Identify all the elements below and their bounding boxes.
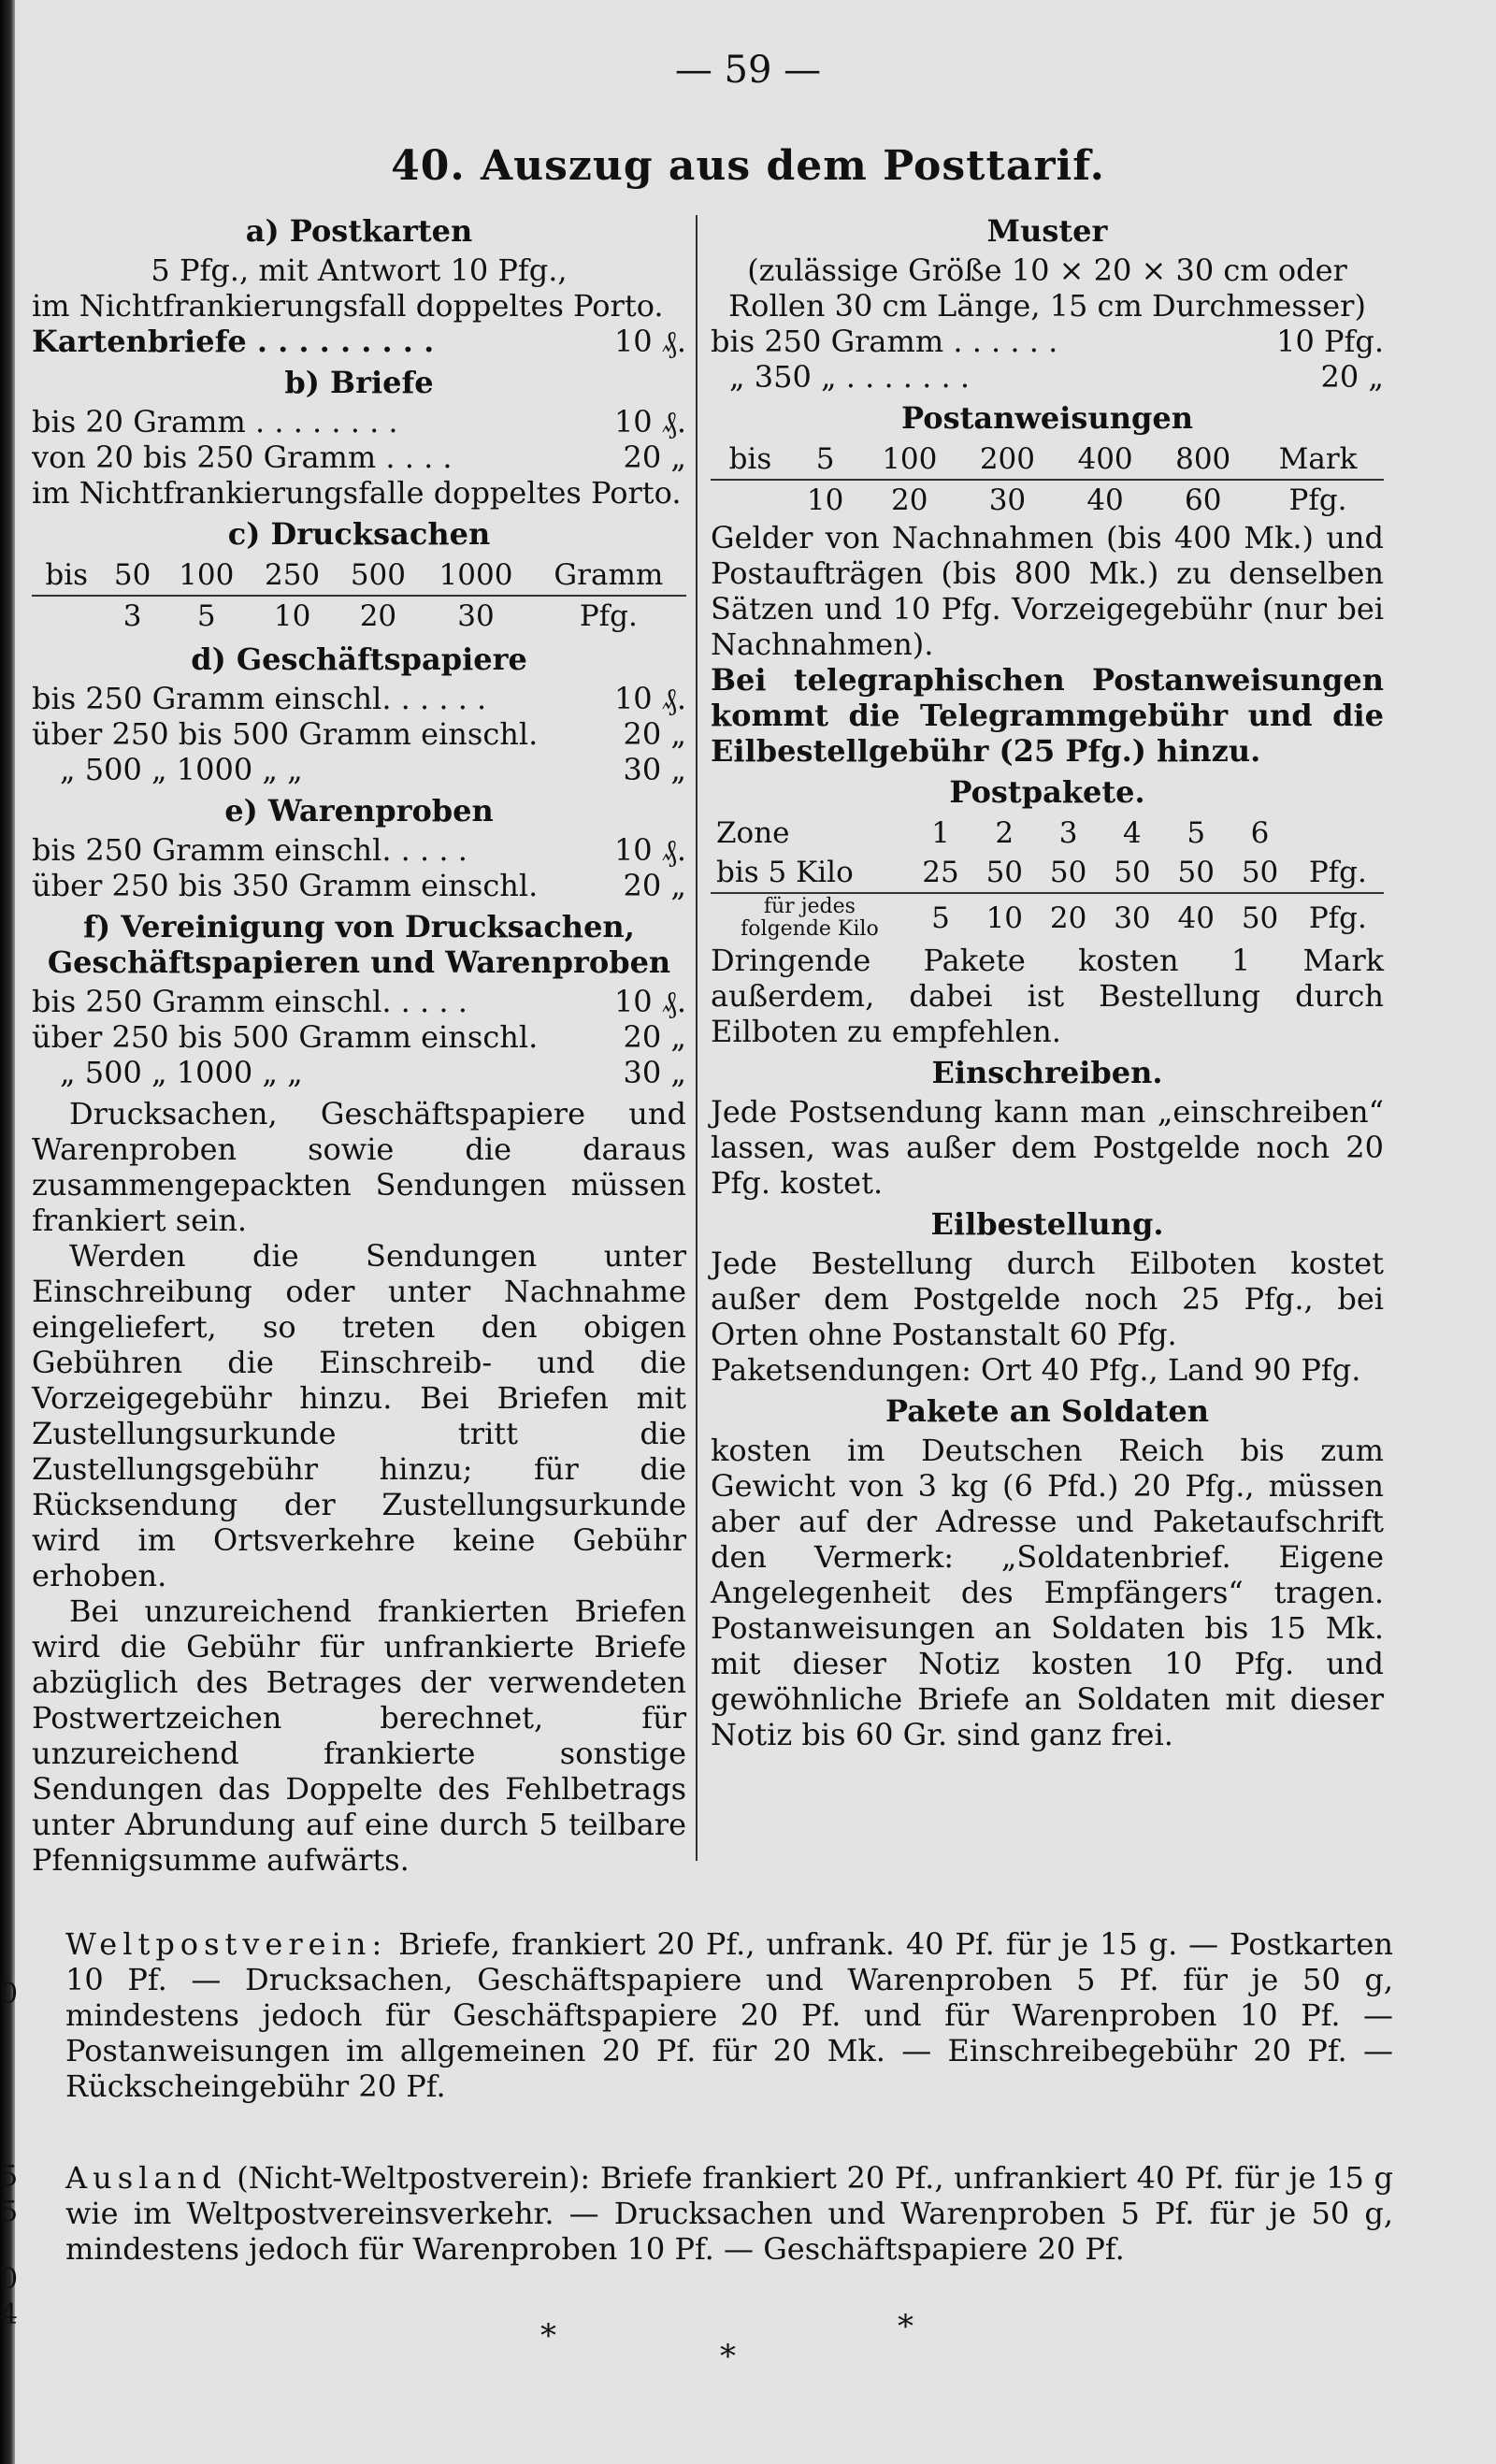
row-value: 20 „	[623, 1019, 686, 1055]
weltpostverein-label: Weltpostverein:	[65, 1926, 388, 1962]
table-cell: Gramm	[531, 555, 686, 596]
warenproben-row	[32, 832, 686, 868]
eilbestellung-text: Jede Bestellung durch Eilboten kostet außer dem Postgelde noch 25 Pfg., bei Orten ohne Postanstalt 60 Pfg.	[711, 1246, 1384, 1352]
margin-digit: 5	[0, 2160, 19, 2193]
table-cell: bis 5 Kilo	[711, 853, 909, 893]
table-cell: 50	[1100, 853, 1164, 893]
weltpostverein-paragraph	[65, 1926, 1393, 2104]
briefe-row	[32, 439, 686, 475]
row-value: 10 ₰.	[613, 681, 686, 716]
table-cell: 20	[359, 599, 397, 633]
briefe-row-value: 10 ₰.	[613, 404, 686, 439]
table-cell: 1000	[421, 555, 530, 596]
table-cell: 3	[1058, 816, 1078, 850]
section-muster-heading: Muster	[986, 213, 1108, 249]
briefe-row-label: bis 20 Gramm . . . . . . . .	[32, 404, 398, 439]
row-label: „ 350 „ . . . . . . .	[729, 359, 970, 395]
page-edge	[0, 0, 15, 2464]
ausland-label: Ausland	[65, 2160, 227, 2196]
table-cell: 20	[891, 483, 928, 517]
row-value: 30 „	[623, 752, 686, 787]
table-cell: Mark	[1252, 439, 1384, 480]
warenproben-row	[32, 868, 686, 903]
muster-line2: Rollen 30 cm Länge, 15 cm Durchmesser)	[728, 288, 1366, 324]
table-cell: 250	[250, 555, 336, 596]
table-cell: 100	[860, 439, 958, 480]
table-cell: 3	[122, 599, 142, 633]
row-label: „ 500 „ 1000 „ „	[60, 752, 303, 787]
row-label: über 250 bis 350 Gramm einschl.	[32, 868, 539, 903]
table-cell: 200	[958, 439, 1057, 480]
vereinigung-row	[32, 1055, 686, 1090]
drucksachen-table	[32, 555, 686, 636]
row-value: 20 „	[623, 868, 686, 903]
paragraph: Bei unzureichend frankierten Briefen wird die Gebühr für unfrankierte Briefe abzüglich des Betrages der verwendeten Postwertzeichen berechnet, für unzureichend frankierte sonstige Sendungen das Doppelte des Fehlbetrags unter Abrundung auf eine durch 5 teilbare Pfennigsumme aufwärts.	[32, 1593, 686, 1878]
table-cell: 6	[1250, 816, 1270, 850]
postpakete-text: Dringende Pakete kosten 1 Mark außerdem, dabei ist Bestellung durch Eilboten zu empfehlen.	[711, 943, 1384, 1049]
muster-row	[711, 324, 1384, 359]
section-geschaeftspapiere-heading: d) Geschäftspapiere	[191, 641, 527, 677]
row-label-line: für jedes	[763, 895, 856, 918]
table-cell: 10	[273, 599, 311, 633]
table-cell: 25	[909, 853, 972, 893]
table-cell: 50	[101, 555, 163, 596]
left-column	[32, 208, 686, 1878]
paragraph: Drucksachen, Geschäftspapiere und Warenproben sowie die daraus zusammengepackten Sendungen müssen frankiert sein.	[32, 1096, 686, 1238]
table-cell: 50	[972, 853, 1036, 893]
muster-row	[711, 359, 1384, 395]
row-value: 10 ₰.	[613, 832, 686, 868]
weltpostverein-text: Briefe, frankiert 20 Pf., unfrank. 40 Pf. für je 15 g. — Postkarten 10 Pf. — Drucksachen, Geschäftspapiere und Warenproben 5 Pf. für je 50 g, mindestens jedoch für Geschäftspapiere 20 Pf. und für Warenproben 10 Pf. — Postanweisungen im allgemeinen 20 Pf. für 20 Mk. — Einschreibegebühr 20 Pf. — Rückscheingebühr 20 Pf.	[65, 1926, 1394, 2104]
row-value: 10 Pfg.	[1276, 324, 1384, 359]
margin-digit: 5	[0, 2196, 19, 2228]
paragraph: Werden die Sendungen unter Einschreibung oder unter Nachnahme eingeliefert, so treten den obigen Gebühren die Einschreib- und die Vorzeigegebühr hinzu. Bei Briefen mit Zustellungsurkunde tritt die Zustellungsgebühr hinzu; für die Rücksendung der Zustellungsurkunde wird im Ortsverkehre keine Gebühr erhoben.	[32, 1238, 686, 1593]
asterisk: *	[898, 2308, 913, 2345]
asterisk: *	[540, 2317, 556, 2355]
table-cell	[1292, 814, 1384, 853]
table-cell: 30	[1114, 901, 1151, 935]
table-cell: 60	[1184, 483, 1222, 517]
table-cell: 500	[336, 555, 422, 596]
kartenbriefe-row	[32, 324, 686, 359]
section-soldaten-heading: Pakete an Soldaten	[885, 1393, 1209, 1429]
table-cell: 5	[196, 599, 216, 633]
margin-digit: 0	[0, 1978, 19, 2010]
table-cell: 40	[1086, 483, 1124, 517]
muster-line1: (zulässige Größe 10 × 20 × 30 cm oder	[747, 252, 1347, 288]
briefe-row-value: 20 „	[623, 439, 686, 475]
geschaeftspapiere-row	[32, 752, 686, 787]
table-cell: 2	[995, 816, 1014, 850]
briefe-note: im Nichtfrankierungsfalle doppeltes Porto.	[32, 475, 682, 511]
right-column	[711, 208, 1384, 1752]
row-value: 10 ₰.	[613, 984, 686, 1019]
margin-digit: 4	[0, 2298, 19, 2331]
row-label: „ 500 „ 1000 „ „	[60, 1055, 303, 1090]
table-cell: Pfg.	[1308, 901, 1367, 935]
einschreiben-text: Jede Postsendung kann man „einschreiben“ lassen, was außer dem Postgelde noch 20 Pfg. kostet.	[711, 1094, 1384, 1201]
soldaten-text: kosten im Deutschen Reich bis zum Gewicht von 3 kg (6 Pfd.) 20 Pfg., müssen aber auf der Adresse und Paketaufschrift den Vermerk: „Soldatenbrief. Eigene Angelegenheit des Empfängers“ tragen. Postanweisungen an Soldaten bis 15 Mk. mit dieser Notiz kosten 10 Pfg. und gewöhnliche Briefe an Soldaten mit dieser Notiz bis 60 Gr. sind ganz frei.	[711, 1433, 1384, 1752]
table-cell: Pfg.	[1292, 853, 1384, 893]
table-cell: 400	[1057, 439, 1155, 480]
table-cell: Pfg.	[579, 599, 638, 633]
row-label-line: folgende Kilo	[741, 917, 879, 941]
section-briefe-heading: b) Briefe	[284, 365, 434, 400]
postpakete-table	[711, 814, 1384, 943]
briefe-row	[32, 404, 686, 439]
table-cell: 800	[1154, 439, 1252, 480]
table-cell: 50	[1228, 853, 1291, 893]
page-title: 40. Auszug aus dem Posttarif.	[391, 142, 1105, 190]
row-value: 20 „	[623, 716, 686, 752]
row-label: über 250 bis 500 Gramm einschl.	[32, 716, 539, 752]
table-cell: 50	[1241, 901, 1279, 935]
row-label: bis 250 Gramm . . . . . .	[711, 324, 1058, 359]
column-divider	[696, 215, 698, 1861]
row-label: bis 250 Gramm einschl. . . . . .	[32, 681, 487, 716]
table-cell: 1	[931, 816, 950, 850]
postanweisungen-table	[711, 439, 1384, 520]
table-cell: 10	[806, 483, 844, 517]
table-cell: bis	[711, 439, 790, 480]
table-cell: Pfg.	[1288, 483, 1347, 517]
table-cell	[32, 596, 101, 636]
row-label: bis 250 Gramm einschl. . . . .	[32, 984, 468, 1019]
row-label: über 250 bis 500 Gramm einschl.	[32, 1019, 539, 1055]
table-cell: 50	[1036, 853, 1100, 893]
kartenbriefe-value: 10 ₰.	[613, 324, 686, 359]
section-warenproben-heading: e) Warenproben	[224, 793, 494, 829]
table-cell: 4	[1123, 816, 1142, 850]
table-cell: 50	[1164, 853, 1228, 893]
table-cell	[711, 480, 790, 520]
section-postkarten-heading: a) Postkarten	[245, 213, 473, 249]
margin-digit: 0	[0, 2263, 19, 2296]
table-cell: 30	[988, 483, 1027, 517]
section-eilbestellung-heading: Eilbestellung.	[930, 1206, 1164, 1242]
section-vereinigung-heading-2: Geschäftspapieren und Warenproben	[47, 944, 671, 980]
table-cell: 5	[1187, 816, 1206, 850]
table-cell	[711, 893, 909, 943]
postanweisungen-text: Gelder von Nachnahmen (bis 400 Mk.) und Postaufträgen (bis 800 Mk.) zu denselben Sätzen und 10 Pfg. Vorzeigegebühr (nur bei Nachnahmen).	[711, 520, 1384, 662]
eilbestellung-paket: Paketsendungen: Ort 40 Pfg., Land 90 Pfg.	[711, 1352, 1361, 1388]
kartenbriefe-label: Kartenbriefe . . . . . . . . .	[32, 324, 435, 359]
postkarten-line1: 5 Pfg., mit Antwort 10 Pfg.,	[151, 252, 568, 288]
asterisk: *	[720, 2338, 736, 2375]
vereinigung-row	[32, 1019, 686, 1055]
row-value: 20 „	[1320, 359, 1384, 395]
table-cell: Zone	[716, 816, 790, 850]
page-number: — 59 —	[674, 49, 822, 92]
table-cell: 100	[164, 555, 250, 596]
table-cell: 30	[457, 599, 495, 633]
geschaeftspapiere-row	[32, 716, 686, 752]
table-cell: bis	[32, 555, 101, 596]
postkarten-line2: im Nichtfrankierungsfall doppeltes Porto.	[32, 288, 664, 324]
table-cell: 10	[985, 901, 1024, 935]
section-postpakete-heading: Postpakete.	[949, 774, 1145, 810]
section-vereinigung-heading-1: f) Vereinigung von Drucksachen,	[83, 909, 635, 944]
ausland-paragraph	[65, 2160, 1393, 2267]
ausland-text: (Nicht-Weltpostverein): Briefe frankiert 20 Pf., unfrankiert 40 Pf. für je 15 g wie im Weltpostvereinsverkehr. — Drucksachen und Warenproben 5 Pf. für je 50 g, mindestens jedoch für Warenproben 10 Pf. — Geschäftspapiere 20 Pf.	[65, 2160, 1394, 2267]
section-postanweisungen-heading: Postanweisungen	[901, 400, 1193, 436]
table-cell: 40	[1177, 901, 1215, 935]
section-drucksachen-heading: c) Drucksachen	[227, 516, 491, 552]
section-einschreiben-heading: Einschreiben.	[931, 1055, 1163, 1090]
geschaeftspapiere-row	[32, 681, 686, 716]
row-value: 30 „	[623, 1055, 686, 1090]
postanweisungen-telegraph: Bei telegraphischen Postanweisungen kommt die Telegrammgebühr und die Eilbestellgebühr (25 Pfg.) hinzu.	[711, 662, 1384, 769]
table-cell: 5	[931, 901, 950, 935]
vereinigung-row	[32, 984, 686, 1019]
table-cell: 5	[790, 439, 861, 480]
table-cell: 20	[1049, 901, 1087, 935]
briefe-row-label: von 20 bis 250 Gramm . . . .	[32, 439, 453, 475]
row-label: bis 250 Gramm einschl. . . . .	[32, 832, 468, 868]
